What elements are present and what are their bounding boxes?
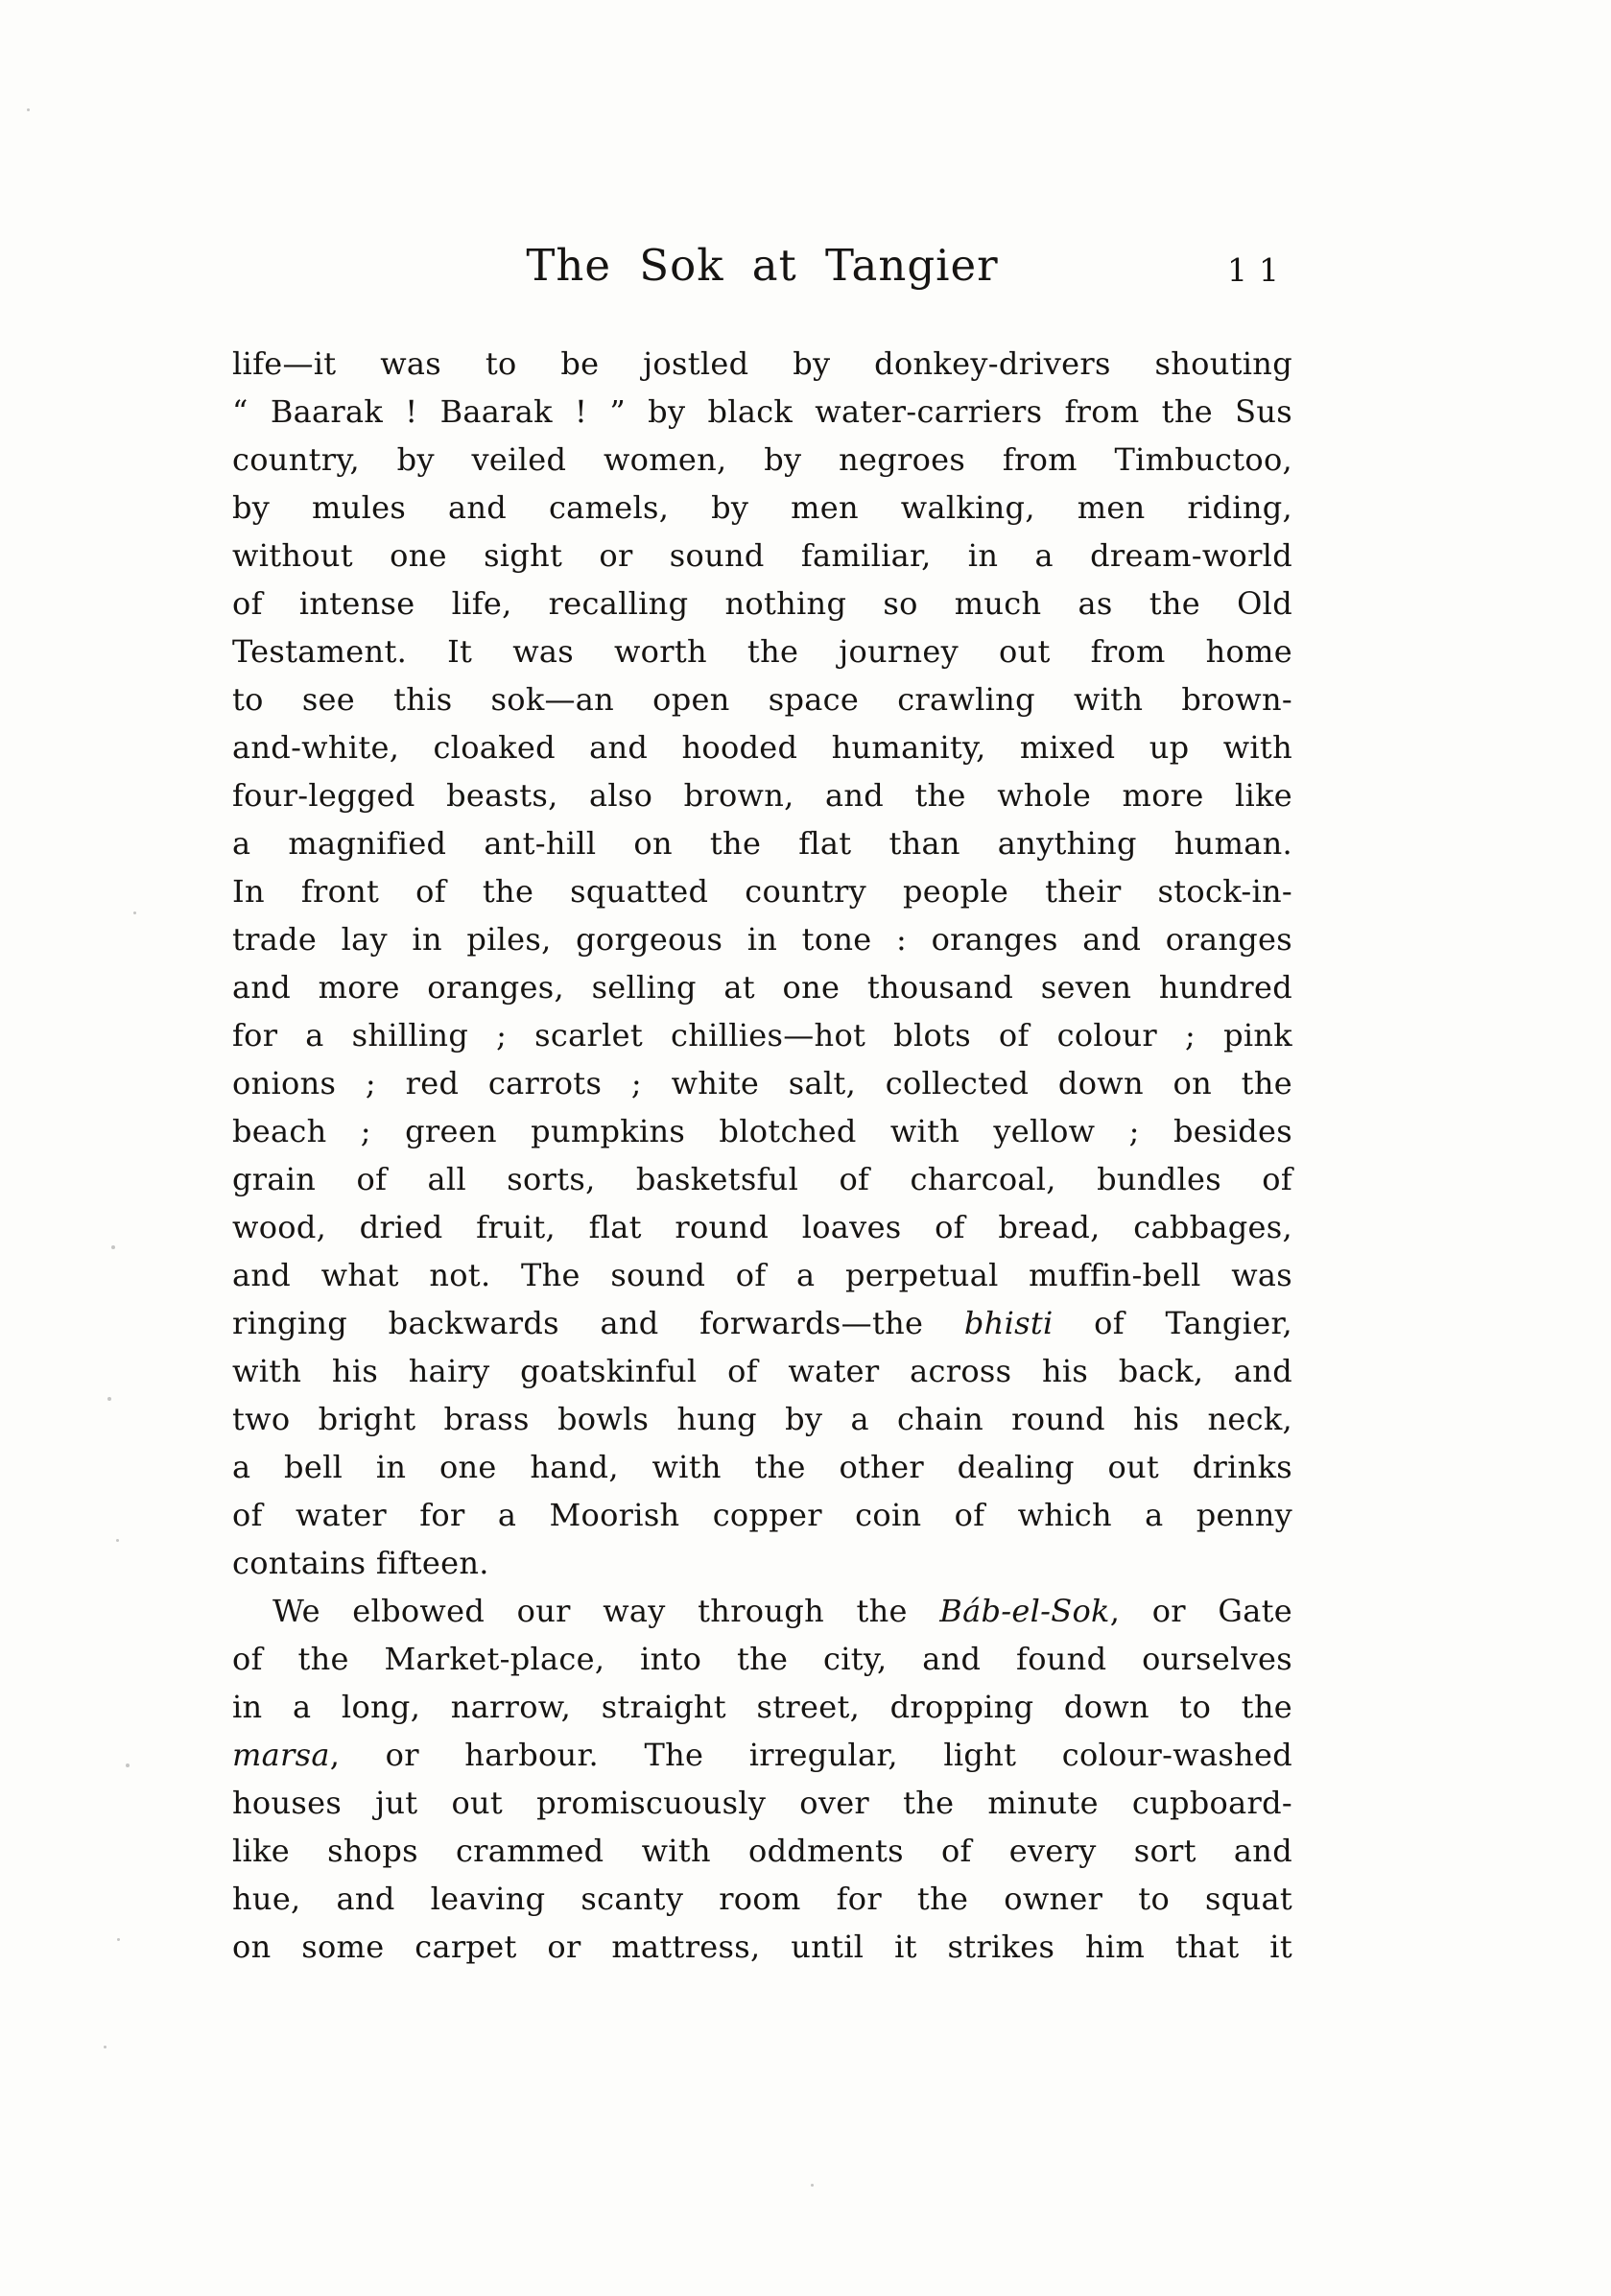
body-line [232, 436, 1292, 484]
body-line [232, 1923, 1292, 1971]
text-segment: contains fifteen. [232, 1545, 489, 1581]
scan-speck [811, 2184, 814, 2187]
scan-speck [117, 1938, 120, 1941]
scan-speck [104, 2046, 107, 2048]
text-segment: without one sight or sound familiar, in a dream-world [232, 537, 1292, 574]
body-line [232, 1155, 1292, 1203]
text-segment: and more oranges, selling at one thousand seven hundred [232, 969, 1292, 1006]
body-line [232, 1059, 1292, 1107]
body-line [232, 1587, 1292, 1635]
text-segment: with his hairy goatskinful of water across his back, and [232, 1353, 1292, 1389]
body-line [232, 867, 1292, 915]
body-line [232, 1299, 1292, 1347]
text-segment: of the Market-place, into the city, and found ourselves [232, 1641, 1292, 1677]
text-segment: two bright brass bowls hung by a chain round his neck, [232, 1401, 1292, 1437]
text-segment: beach ; green pumpkins blotched with yellow ; besides [232, 1113, 1292, 1149]
page-title: The Sok at Tangier [526, 240, 999, 291]
text-segment: for a shilling ; scarlet chillies—hot blots of colour ; pink [232, 1017, 1292, 1053]
body-line [232, 1491, 1292, 1539]
body-line [232, 627, 1292, 675]
body-line [232, 1203, 1292, 1251]
text-segment: in a long, narrow, straight street, dropping down to the [232, 1689, 1292, 1725]
text-segment: We elbowed our way through the [272, 1593, 940, 1629]
text-segment: houses jut out promiscuously over the minute cupboard- [232, 1785, 1292, 1821]
page-header [232, 240, 1292, 303]
body-line [232, 1251, 1292, 1299]
text-segment: country, by veiled women, by negroes from Timbuctoo, [232, 441, 1292, 478]
scan-speck [116, 1539, 119, 1542]
body-line [232, 340, 1292, 388]
body-line [232, 1107, 1292, 1155]
text-segment: and-white, cloaked and hooded humanity, mixed up with [232, 729, 1292, 766]
body-line [232, 532, 1292, 580]
body-text [232, 340, 1292, 1971]
body-line [232, 675, 1292, 723]
text-segment: of intense life, recalling nothing so much as the Old [232, 585, 1292, 622]
text-segment: hue, and leaving scanty room for the owner to squat [232, 1881, 1292, 1917]
body-line [232, 819, 1292, 867]
text-segment: In front of the squatted country people their stock-in- [232, 873, 1292, 910]
scan-speck [107, 1397, 111, 1401]
body-line [232, 771, 1292, 819]
text-segment: wood, dried fruit, flat round loaves of bread, cabbages, [232, 1209, 1292, 1245]
text-segment: Testament. It was worth the journey out from home [232, 633, 1292, 670]
page-number: 11 [1227, 251, 1291, 289]
body-line [232, 484, 1292, 532]
text-segment: grain of all sorts, basketsful of charcoal, bundles of [232, 1161, 1292, 1197]
body-line [232, 723, 1292, 771]
text-segment: , or Gate [1109, 1593, 1292, 1629]
body-line [232, 963, 1292, 1011]
body-line [232, 1539, 1292, 1587]
italic-text-segment: bhisti [963, 1305, 1054, 1341]
body-line [232, 1779, 1292, 1827]
body-line [232, 1395, 1292, 1443]
text-segment: like shops crammed with oddments of every sort and [232, 1833, 1292, 1869]
text-segment: “ Baarak ! Baarak ! ” by black water-carriers from the Sus [232, 393, 1292, 430]
text-segment: by mules and camels, by men walking, men riding, [232, 489, 1292, 526]
text-segment: four-legged beasts, also brown, and the whole more like [232, 777, 1292, 814]
body-line [232, 1875, 1292, 1923]
scan-speck [133, 911, 136, 914]
text-segment: a magnified ant-hill on the flat than anything human. [232, 825, 1292, 862]
body-line [232, 1827, 1292, 1875]
text-segment: of water for a Moorish copper coin of which a penny [232, 1497, 1292, 1533]
text-segment: ringing backwards and forwards—the [232, 1305, 964, 1341]
text-segment: on some carpet or mattress, until it strikes him that it [232, 1929, 1292, 1965]
body-line [232, 1731, 1292, 1779]
body-line [232, 1635, 1292, 1683]
text-segment: , or harbour. The irregular, light colour-washed [329, 1737, 1292, 1773]
body-line [232, 1443, 1292, 1491]
body-line [232, 388, 1292, 436]
text-segment: onions ; red carrots ; white salt, collected down on the [232, 1065, 1292, 1101]
text-segment: life—it was to be jostled by donkey-drivers shouting [232, 345, 1292, 382]
italic-text-segment: Báb-el-Sok [939, 1593, 1110, 1629]
text-segment: and what not. The sound of a perpetual muffin-bell was [232, 1257, 1292, 1293]
body-line [232, 1347, 1292, 1395]
text-segment: to see this sok—an open space crawling with brown- [232, 681, 1292, 718]
italic-text-segment: marsa [232, 1737, 330, 1773]
text-segment: trade lay in piles, gorgeous in tone : oranges and oranges [232, 921, 1292, 958]
body-line [232, 915, 1292, 963]
body-line [232, 580, 1292, 627]
text-segment: of Tangier, [1053, 1305, 1293, 1341]
scan-speck [111, 1245, 115, 1249]
body-line [232, 1011, 1292, 1059]
scan-speck [27, 108, 30, 111]
scan-speck [126, 1763, 130, 1767]
body-line [232, 1683, 1292, 1731]
text-segment: a bell in one hand, with the other dealing out drinks [232, 1449, 1292, 1485]
